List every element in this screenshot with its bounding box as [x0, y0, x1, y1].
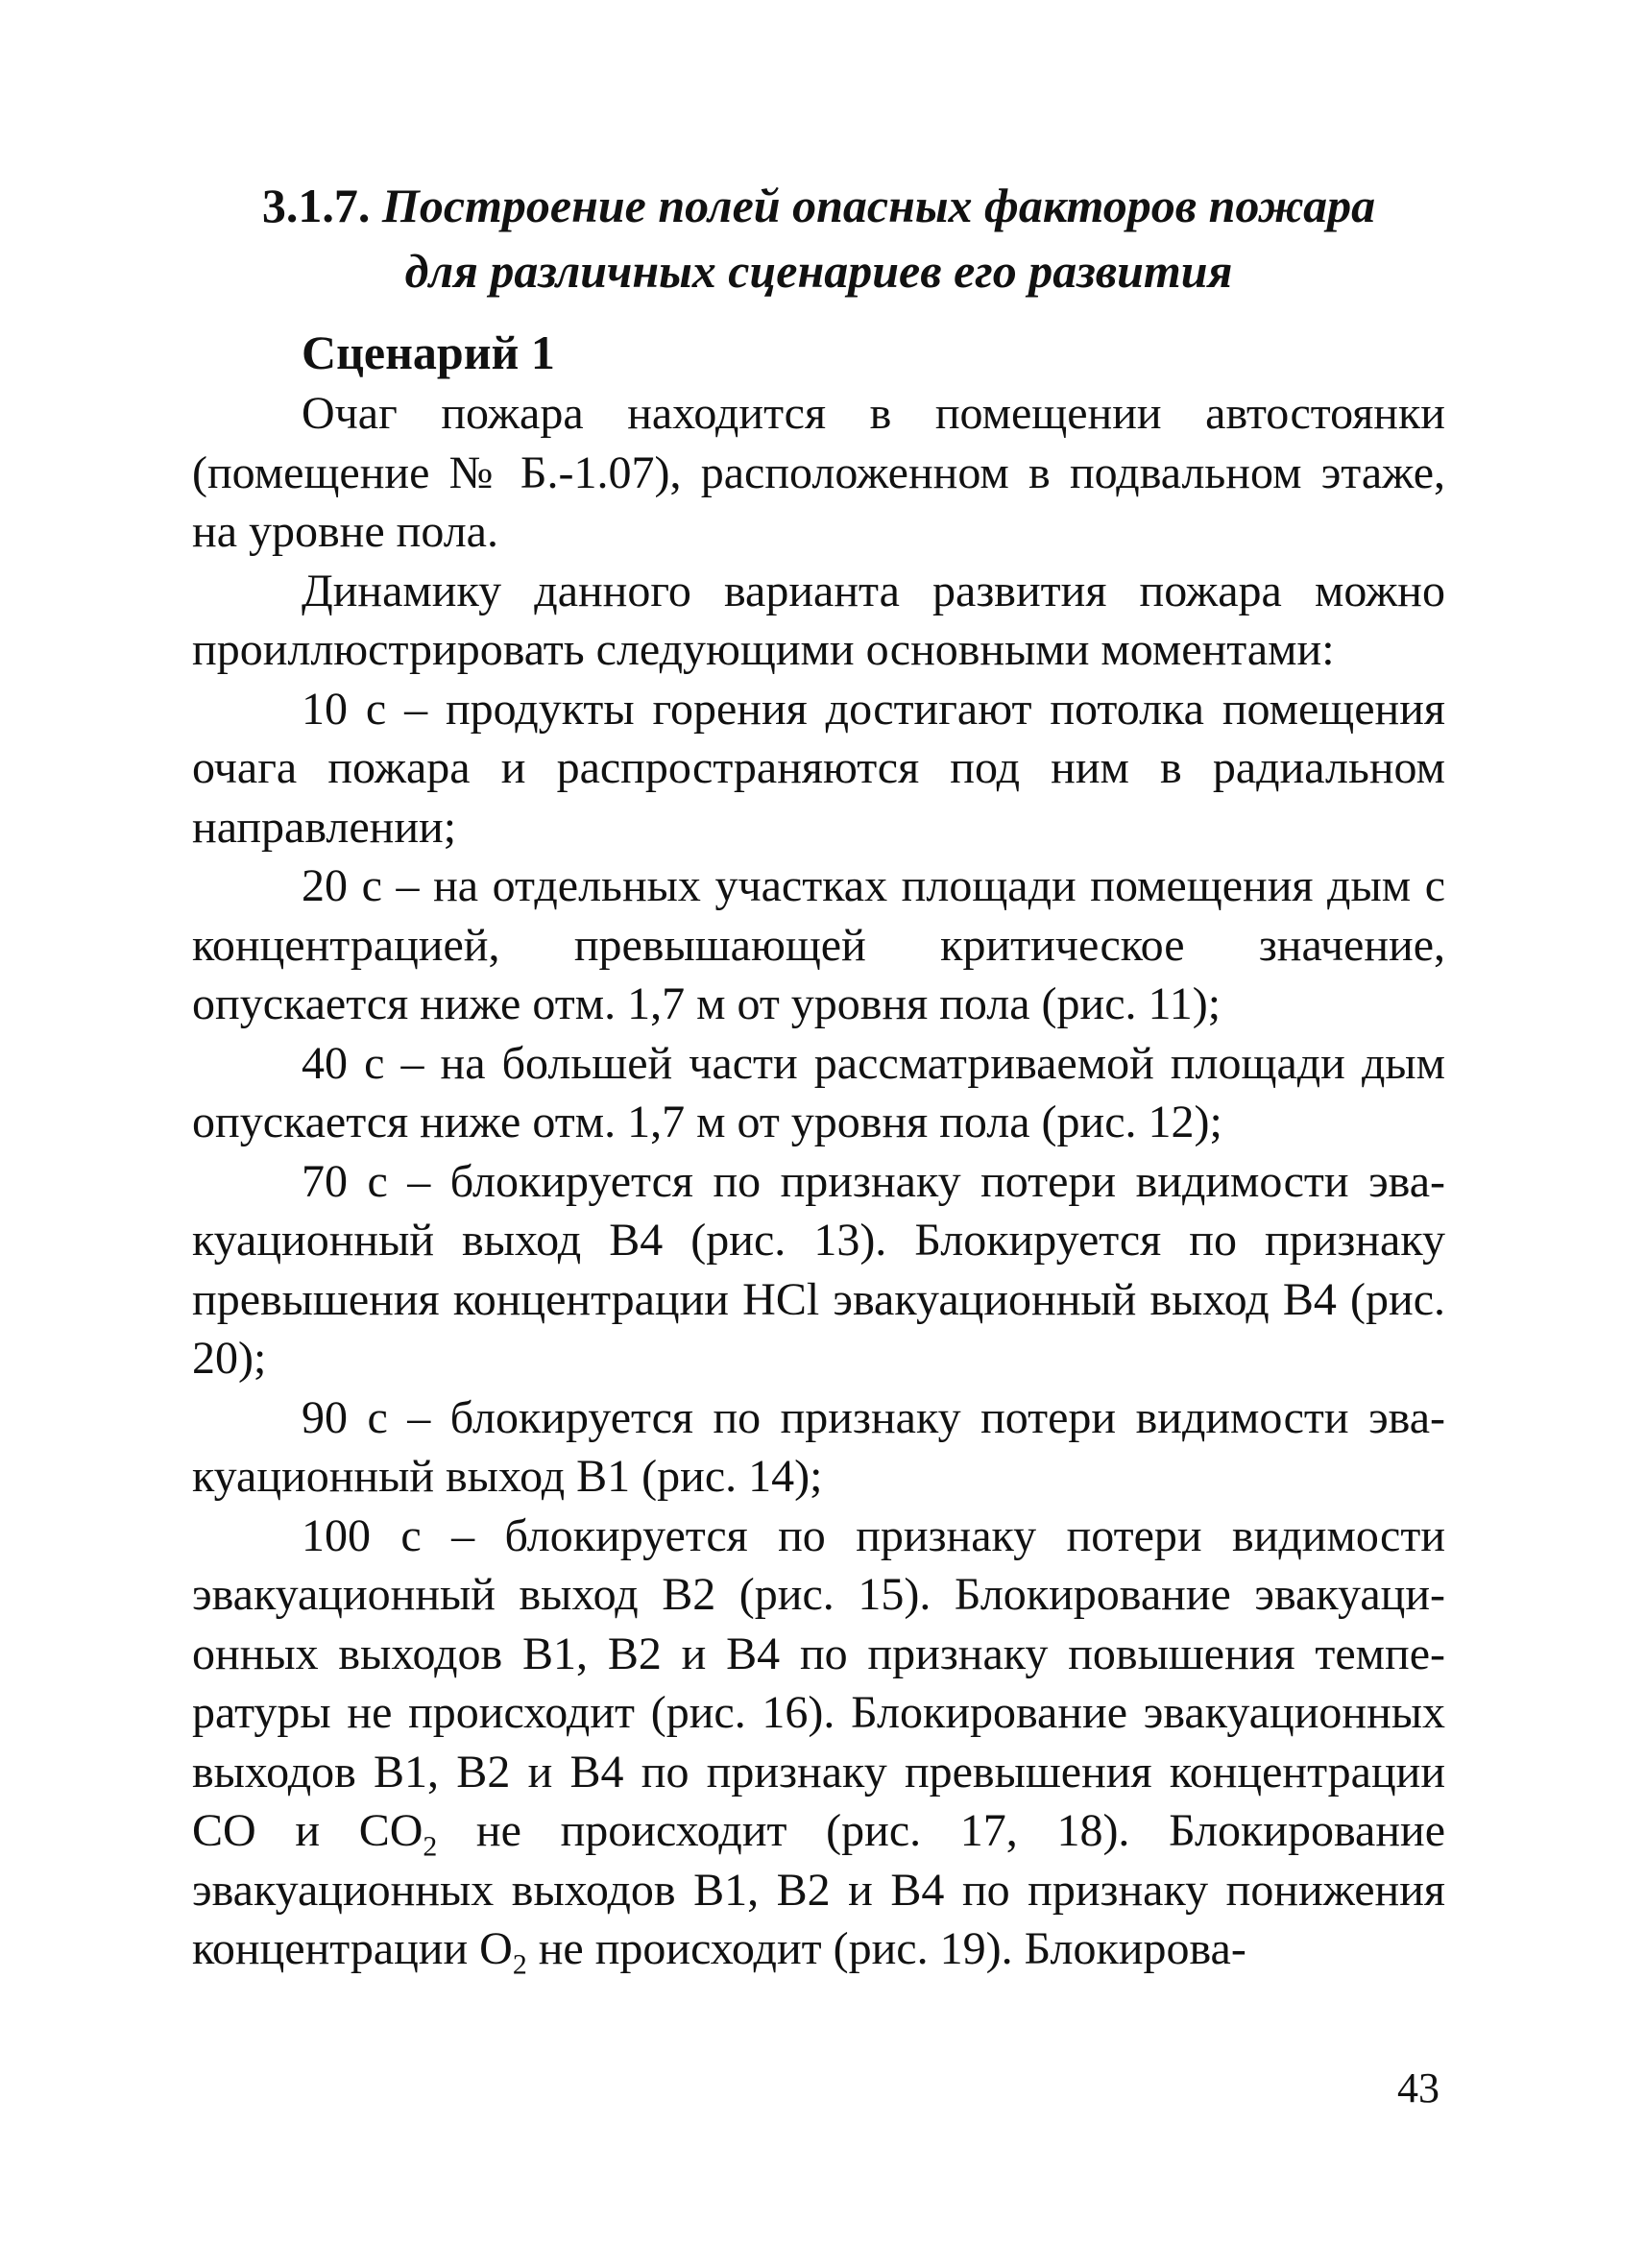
- paragraph: Динамику данного варианта развития пожара можно проиллюстрировать следующими основными моментами:: [192, 565, 1445, 675]
- section-title-line-1: Построение полей опасных факторов пожара: [381, 179, 1376, 232]
- paragraph: Очаг пожара находится в помещении автостоянки (помещение № Б.-1.07), расположенном в подвальном этаже, на уровне пола.: [192, 388, 1445, 557]
- subscript: 2: [512, 1948, 527, 1981]
- paragraph-last: [192, 1507, 1445, 1979]
- page-number: 43: [1397, 2064, 1439, 2111]
- paragraph-text: 100 с – блокируется по признаку потери видимости эвакуационный выход В2 (рис. 15). Блокирование эвакуационных выходов В1, В2 и В4 по признаку повышения температуры не происходит (рис. 16). Блокирование эвакуационных выходов В1, В2 и В4 по признаку превышения концентрации СО и СО: [192, 1509, 1445, 1856]
- paragraph-text: не происходит (рис. 17, 18). Блокирование эвакуационных выходов В1, В2 и В4 по признаку понижения концентрации О: [192, 1805, 1446, 1974]
- section-heading: [192, 173, 1445, 303]
- paragraph: 90 с – блокируется по признаку потери видимости эвакуационный выход В1 (рис. 14);: [192, 1391, 1445, 1502]
- paragraph: 10 с – продукты горения достигают потолка помещения очага пожара и распространяются под ним в радиальном направлении;: [192, 683, 1445, 853]
- paragraph: 40 с – на большей части рассматриваемой площади дым опускается ниже отм. 1,7 м от уровня пола (рис. 12);: [192, 1037, 1445, 1147]
- document-page: [192, 173, 1445, 1979]
- paragraph: 20 с – на отдельных участках площади помещения дым с концентрацией, превышающей критическое значение, опускается ниже отм. 1,7 м от уровня пола (рис. 11);: [192, 860, 1445, 1029]
- subscript: 2: [423, 1830, 438, 1863]
- paragraph: 70 с – блокируется по признаку потери видимости эвакуационный выход В4 (рис. 13). Блокируется по признаку превышения концентрации HCl эвакуационный выход В4 (рис. 20);: [192, 1155, 1445, 1384]
- section-title-line-2: для различных сценариев его развития: [404, 244, 1233, 298]
- paragraph-text: не происходит (рис. 19). Блокирова-: [526, 1923, 1246, 1974]
- scenario-title: Сценарий 1: [302, 326, 555, 379]
- section-heading-line-1: [192, 173, 1445, 238]
- section-number: 3.1.7.: [261, 179, 371, 232]
